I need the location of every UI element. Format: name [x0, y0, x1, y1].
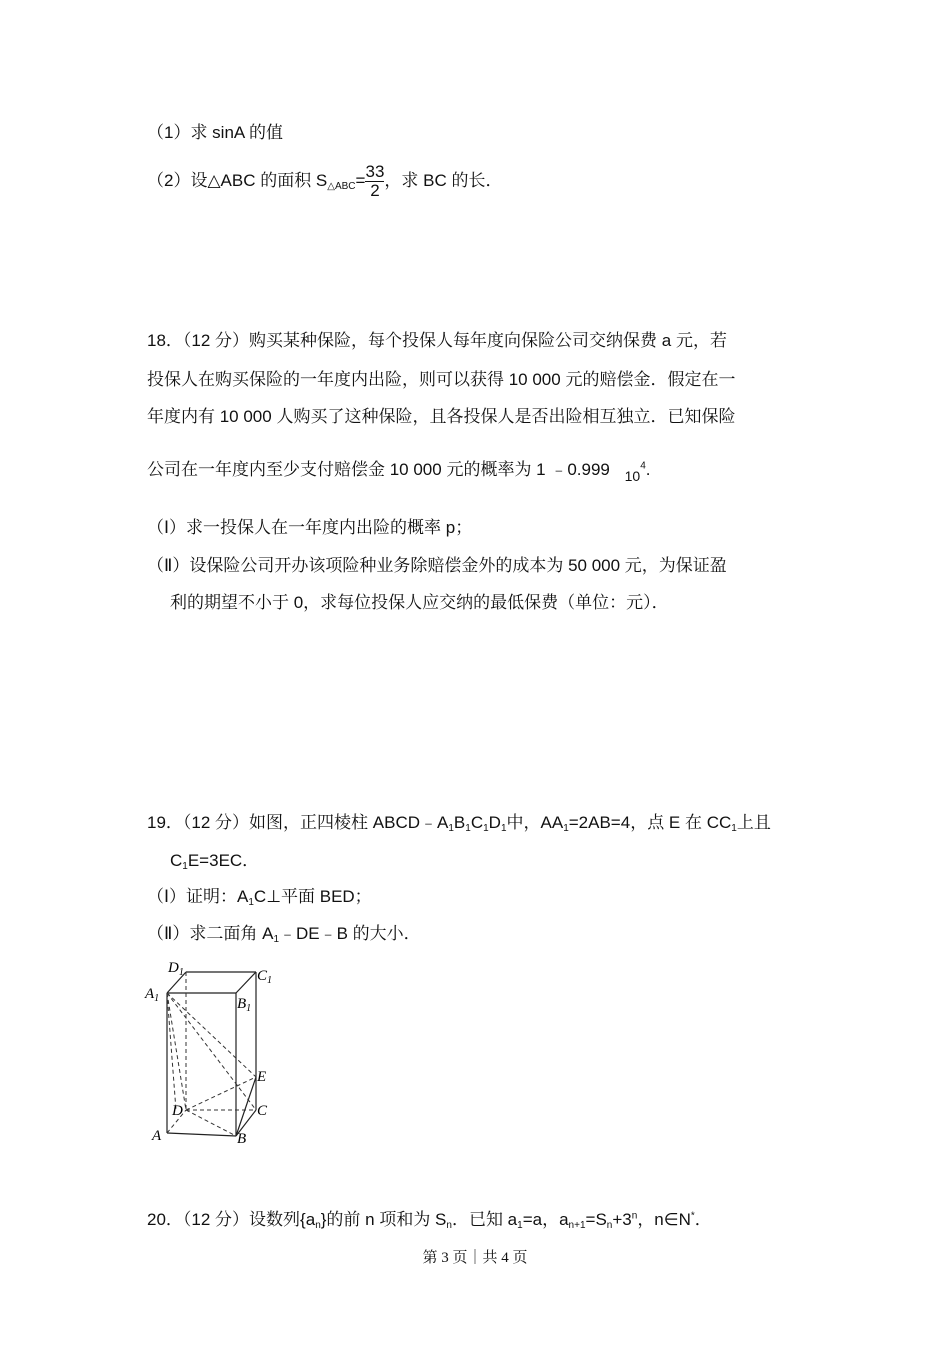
q19-part2: （Ⅱ）求二面角 $A_1﹣DE﹣B$ 的大小． [147, 924, 421, 945]
q18-line4: 公司在一年度内至少支付赔偿金 10 000 元的概率为 1 ﹣0.999 $_{10}^4$. [147, 460, 651, 484]
q17-part1: （1）求 sinA 的值 [147, 123, 284, 142]
label-b1: $B_1$ [237, 996, 252, 1014]
label-d: D [172, 1103, 183, 1119]
q18-part1: （Ⅰ）求一投保人在一年度内出险的概率 p； [147, 518, 473, 537]
q18-line2: 投保人在购买保险的一年度内出险，则可以获得 10 000 元的赔偿金．假定在一 [147, 370, 736, 389]
label-a: A [152, 1128, 162, 1144]
label-b: B [237, 1131, 247, 1147]
fraction: $\frac{33}{2}$ [365, 162, 385, 200]
q19-part1: （Ⅰ）证明：$A_1C\perp$平面 BED； [147, 887, 372, 908]
q18-line1: 18．（12 分）购买某种保险，每个投保人每年度向保险公司交纳保费 a 元，若 [147, 331, 727, 350]
prism-figure [140, 950, 290, 1150]
q17-part2: （2）设△ABC 的面积 $S_{\triangle ABC}=$ $\frac{33}{2}$ ，求 BC 的长． [147, 162, 503, 200]
label-a1: $A_1$ [145, 986, 160, 1004]
q18-part2-line2: 利的期望不小于 0，求每位投保人应交纳的最低保费（单位：元）． [170, 593, 669, 612]
q18-line3: 年度内有 10 000 人购买了这种保险，且各投保人是否出险相互独立．已知保险 [147, 407, 736, 426]
label-e: E [257, 1069, 267, 1085]
label-c1: $C_1$ [257, 968, 273, 986]
q19-line2: $C_1E=3EC$． [170, 851, 260, 872]
label-d1: $D_1$ [168, 960, 184, 978]
q19-line1: 19．（12 分）如图，正四棱柱 $ABCD﹣A_1B_1C_1D_1$中，$AA_1=2AB=4$，点 E 在 $CC_1$上且 [147, 813, 771, 834]
label-c: C [257, 1103, 268, 1119]
q20-line1: 20．（12 分）设数列$\{a_n\}$的前 n 项和为 $S_n$．已知 $a_1=a$，$a_{n+1}=S_n+3^n$，n∈N*． [147, 1210, 712, 1231]
page-footer: 第 3 页｜共 4 页 [422, 1250, 528, 1266]
q18-part2-line1: （Ⅱ）设保险公司开办该项险种业务除赔偿金外的成本为 50 000 元，为保证盈 [147, 556, 727, 575]
